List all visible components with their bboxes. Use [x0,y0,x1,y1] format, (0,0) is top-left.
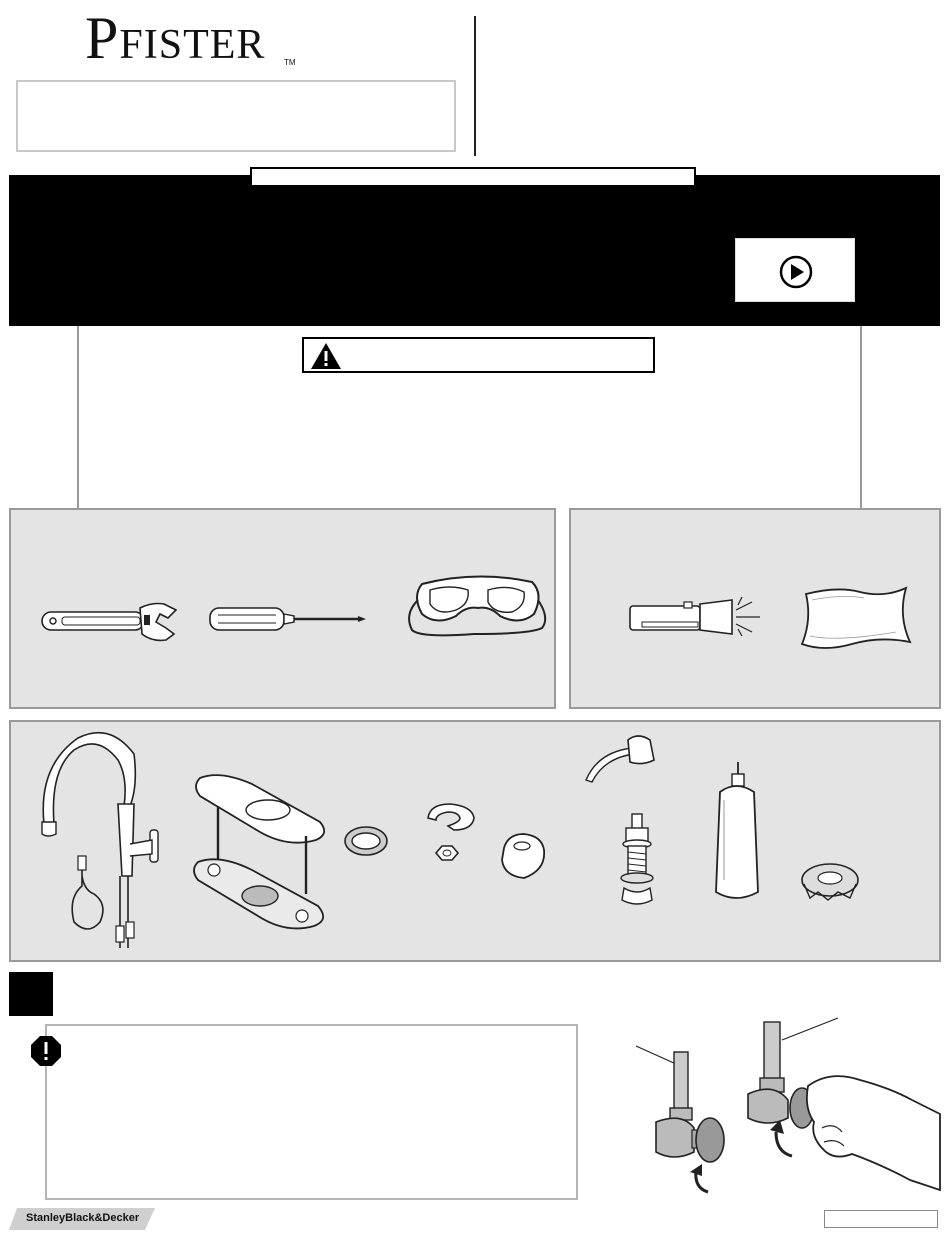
soap-dispenser-assembly-icon [582,732,668,910]
safety-goggles-icon [404,570,550,640]
band-title-box [250,167,696,187]
hose-weight-icon [498,832,548,882]
soap-bottle-icon [714,760,760,904]
flashlight-icon [628,596,764,636]
step-number-marker [9,972,53,1016]
bracket-line-left [77,326,79,510]
supply-valve-shutoff-icon [634,1040,734,1196]
play-circle-icon [779,255,813,289]
phillips-screwdriver-icon [208,604,368,634]
adjustable-wrench-icon [40,598,180,642]
towel-icon [798,586,912,652]
bracket-line-right [860,326,862,510]
mounting-nut-icon [798,858,862,904]
exclamation-octagon-icon [30,1035,62,1067]
note-box [45,1024,578,1200]
header-divider [474,16,476,156]
hand-turning-valve-icon [740,1014,940,1190]
company-logo-text: StanleyBlack&Decker [26,1212,140,1224]
model-info-box [16,80,456,152]
document-number-box [824,1210,938,1228]
ring-gasket-icon [342,824,390,858]
warning-triangle-icon [310,342,342,370]
trademark-mark: TM [284,58,296,67]
c-clip-and-hex-nut-icon [420,800,478,870]
warning-box [302,337,655,373]
deck-plate-and-gasket-icon [192,770,330,934]
video-link-box[interactable] [735,238,855,302]
brand-logo: Pfister [85,5,266,71]
faucet-with-hose-icon [38,726,174,956]
